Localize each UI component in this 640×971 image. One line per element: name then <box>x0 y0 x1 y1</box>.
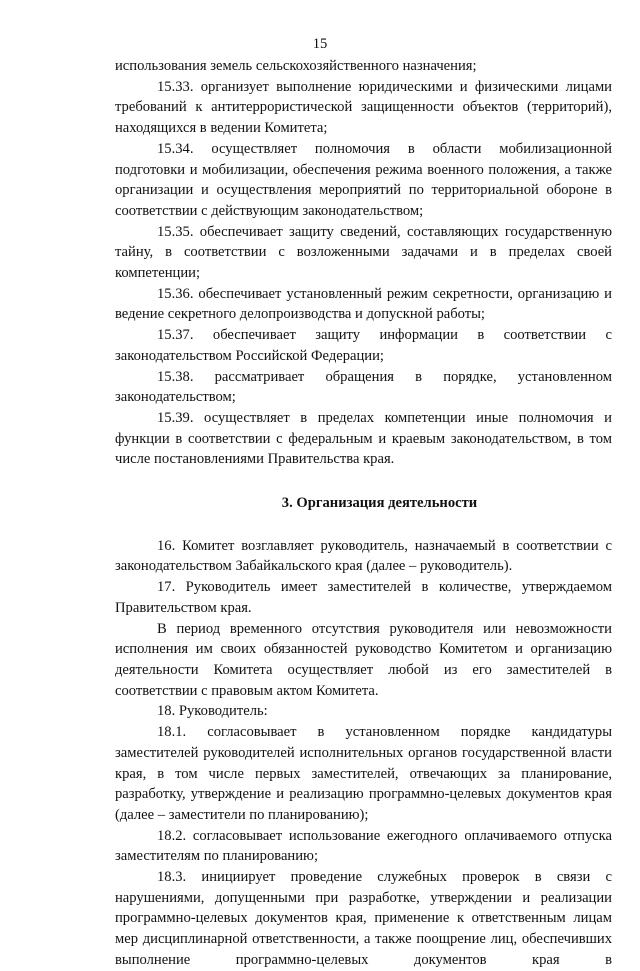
section-heading: 3. Организация деятельности <box>281 495 478 512</box>
clauses-list <box>115 56 612 470</box>
paragraph: 18. Руководитель: <box>157 703 268 720</box>
paragraph: 18.2. согласовывает использование ежегодного оплачиваемого отпуска заместителям по планированию; <box>115 827 612 865</box>
paragraph: 15.39. осуществляет в пределах компетенции иные полномочия и функции в соответствии с федеральным и краевым законодательством, в том числе постановлениями Правительства края. <box>115 409 612 468</box>
section-clauses-list <box>115 536 612 971</box>
paragraph: использования земель сельскохозяйственного назначения; <box>115 58 477 74</box>
page-number: 15 <box>312 36 328 52</box>
paragraph: 17. Руководитель имеет заместителей в количестве, утверждаемом Правительством края. <box>115 579 612 616</box>
paragraph: 15.36. обеспечивает установленный режим секретности, организацию и ведение секретного делопроизводства и допускной работы; <box>115 285 612 323</box>
paragraph: 18.3. инициирует проведение служебных проверок в связи с нарушениями, допущенными при разработке, утверждении и реализации программно-целевых документов края, применение к ответственным лицам мер дисциплинарной ответственности, а также поощрение лиц, обеспечивших выполнение программно-целевых документов края в <box>115 869 612 968</box>
paragraph: 15.38. рассматривает обращения в порядке, установленном законодательством; <box>115 368 612 406</box>
paragraph: 15.35. обеспечивает защиту сведений, составляющих государственную тайну, в соответствии с возложенными задачами и в пределах своей компетенции; <box>115 223 612 282</box>
paragraph: 15.37. обеспечивает защиту информации в соответствии с законодательством Российской Федерации; <box>115 327 612 364</box>
document-body <box>115 56 612 971</box>
paragraph: В период временного отсутствия руководителя или невозможности исполнения им своих обязанностей руководство Комитетом и организацию деятельности Комитета осуществляет любой из его заместителей в соответствии с правовым актом Комитета. <box>115 620 612 699</box>
paragraph: 15.33. организует выполнение юридическими и физическими лицами требований к антитеррористической защищенности объектов (территорий), находящихся в ведении Комитета; <box>115 78 612 137</box>
paragraph: 15.34. осуществляет полномочия в области мобилизационной подготовки и мобилизации, обеспечения режима военного положения, а также организации и осуществления мероприятий по территориальной обороне в соответствии с действующим законодательством; <box>115 140 612 219</box>
paragraph: 16. Комитет возглавляет руководитель, назначаемый в соответствии с законодательством Забайкальского края (далее – руководитель). <box>115 537 612 575</box>
paragraph: 18.1. согласовывает в установленном порядке кандидатуры заместителей руководителей исполнительных органов государственной власти края, в том числе первых заместителей, отвечающих за планирование, разработку, утверждение и реализацию программно-целевых документов края (далее – заместители по планированию); <box>115 724 612 823</box>
